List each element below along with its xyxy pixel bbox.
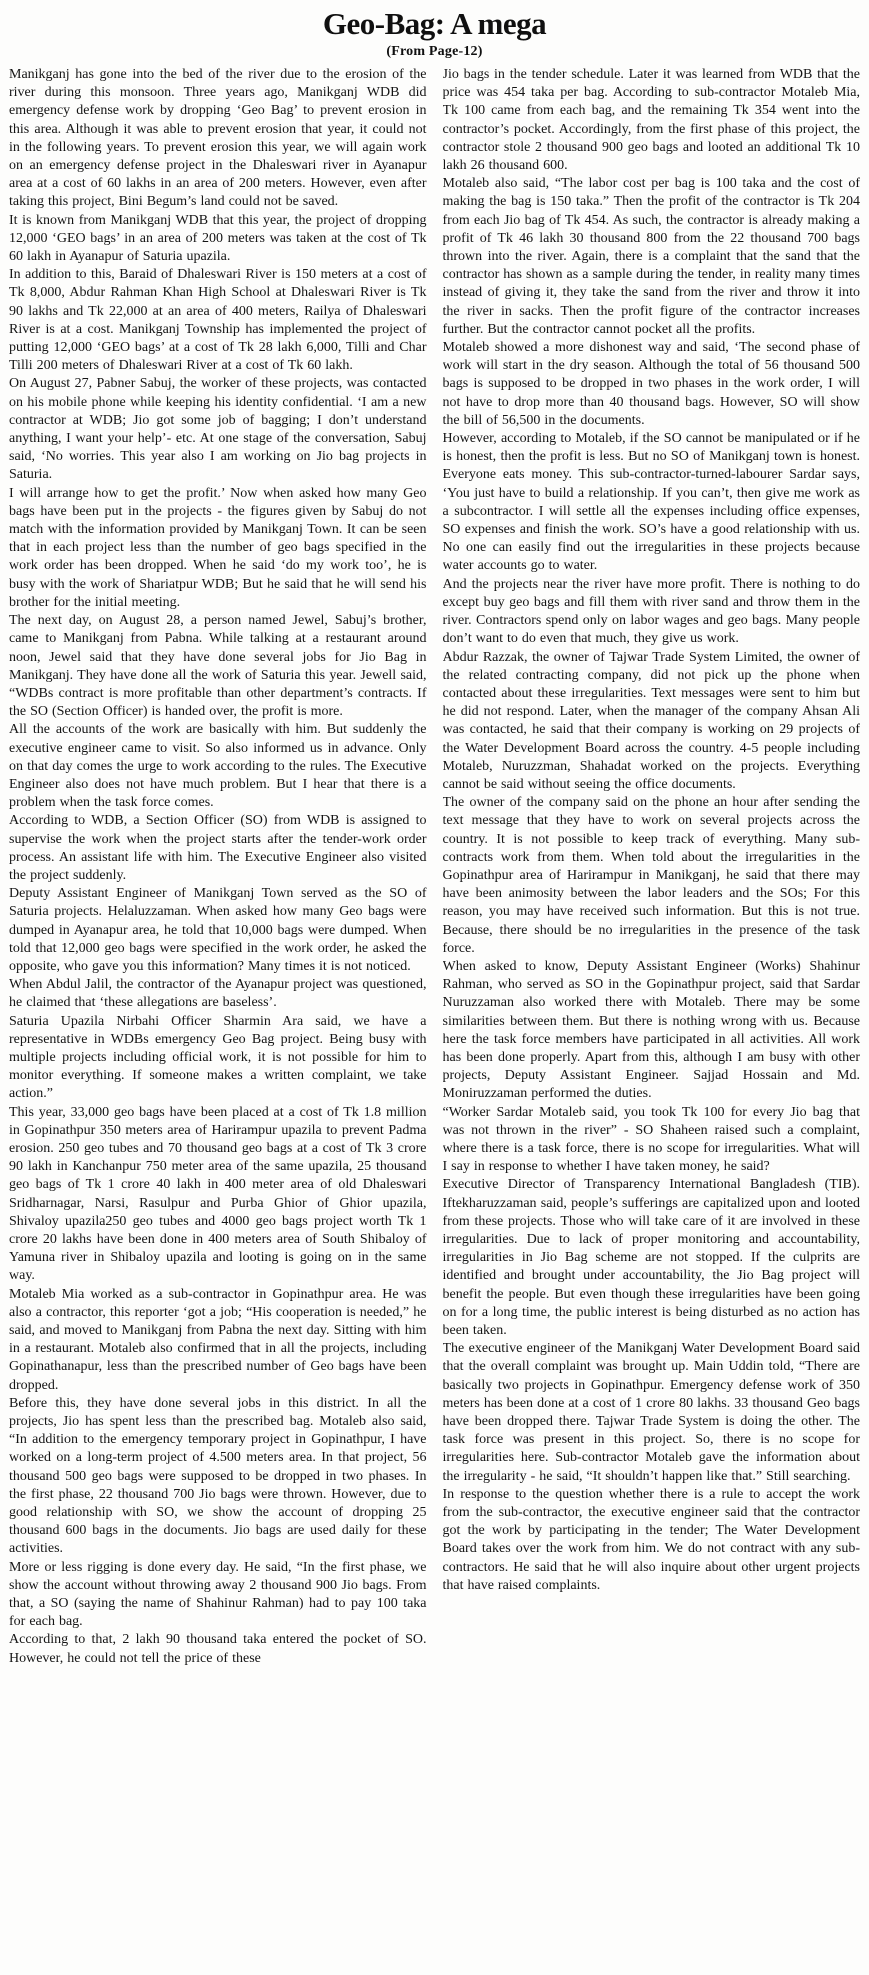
article-paragraph: More or less rigging is done every day. He said, “In the first phase, we show the account without throwing away 2 thousand 900 Jio bags. From that, a SO (saying the name of Shahinur Rahman) had to pay 100 taka for each bag. — [9, 1559, 427, 1630]
article-paragraph: And the projects near the river have more profit. There is nothing to do except buy geo bags and fill them with river sand and throw them in the river. Contractors spend only on labor wages and geo bags. Many people don’t want to do even that much, they give us work. — [442, 576, 860, 647]
article-paragraph: Before this, they have done several jobs in this district. In all the projects, Jio has spent less than the prescribed bag. Motaleb also said, “In addition to the emergency temporary project in Gopinathpur, I have worked on a long-term project of 4.500 meters area. In that project, 56 thousand 500 geo bags were supposed to be dropped in two phases. In the first phase, 22 thousand 700 Jio bags were thrown. However, due to good relationship with SO, we show the account of dropping 25 thousand 600 bags in the documents. Jio bags are used daily for these activities. — [9, 1395, 427, 1557]
article-paragraph: In response to the question whether there is a rule to accept the work from the sub-contractor, the executive engineer said that the contractor got the work by participating in the tender; The Water Development Board takes over the work from him. We do not contract with any sub-contractors. He said that he will also inquire about other urgent projects that have raised complaints. — [442, 1486, 860, 1593]
article-paragraph: Jio bags in the tender schedule. Later it was learned from WDB that the price was 454 taka per bag. According to sub-contractor Motaleb Mia, Tk 100 came from each bag, and the remaining Tk 354 went into the contractor’s pocket. Accordingly, from the first phase of this project, the contractor stole 2 thousand 900 geo bags and looted an additional Tk 10 lakh 26 thousand 600. — [442, 67, 860, 174]
article-paragraph: Abdur Razzak, the owner of Tajwar Trade System Limited, the owner of the related contracting company, did not pick up the phone when contacted about these irregularities. Text messages were sent to him but he did not respond. Later, when the manager of the company Ahsan Ali was contacted, he said that their company is working on 29 projects of the Water Development Board across the country. 4-5 people including Motaleb, Nuruzzman, Shahadat worked on the projects. Everything cannot be said without seeing the office documents. — [442, 649, 860, 792]
article-paragraph: I will arrange how to get the profit.’ Now when asked how many Geo bags have been put in the projects - the figures given by Sabuj do not match with the information provided by Manikganj Town. It can be seen that in each project less than the number of geo bags specified in the work order has been dropped. When he said ‘do my work too’, he is busy with the work of Shariatpur WDB; But he said that he will send his brother for the initial meeting. — [9, 485, 427, 610]
page-title: Geo-Bag: A mega — [322, 6, 547, 41]
article-paragraph: It is known from Manikganj WDB that this year, the project of dropping 12,000 ‘GEO bags’ in an area of 200 meters was taken at the cost of Tk 60 lakh in Ayanapur of Saturia upazila. — [9, 212, 427, 265]
article-right-column — [443, 66, 861, 1964]
article-paragraph: Executive Director of Transparency International Bangladesh (TIB). Iftekharuzzaman said, people’s sufferings are capitalized upon and looted from these projects. Those who will take care of it are involved in these irregularities. Due to lack of proper monitoring and accountability, irregularities in Jio Bag scheme are not stopped. If the culprits are identified and brought under accountability, the Jio Bag project will benefit the people. But even though these irregularities have been going on for a long time, the public interest is being disturbed as no action has been taken. — [442, 1177, 860, 1339]
article-paragraph: On August 27, Pabner Sabuj, the worker of these projects, was contacted on his mobile phone while keeping his identity confidential. ‘I am a new contractor at WDB; Jio got some job of bagging; I don’t understand anything, I want your help’- etc. At one stage of the conversation, Sabuj said, ‘No worries. This year also I am working on Jio bag projects in Saturia. — [9, 376, 427, 483]
article-paragraph: Motaleb Mia worked as a sub-contractor in Gopinathpur area. He was also a contractor, this reporter ‘got a job; “His cooperation is needed,” he said, and moved to Manikganj from Pabna the next day. Sitting with him in a restaurant. Motaleb also confirmed that in all the projects, including Gopinathanapur, less than the prescribed number of Geo bags have been dropped. — [9, 1286, 427, 1393]
article-paragraph: In addition to this, Baraid of Dhaleswari River is 150 meters at a cost of Tk 8,000, Abdur Rahman Khan High School at Dhaleswari River is Tk 90 lakhs and Tk 22,000 at an area of 400 meters, Railya of Dhaleswari River is at a cost. Manikganj Township has implemented the project of putting 12,000 ‘GEO bags’ at a cost of Tk 28 lakh 6,000, Tilli and Char Tilli 200 meters of Dhaleswari River at a cost of Tk 60 lakh. — [9, 267, 427, 374]
article-left-column — [9, 66, 427, 1964]
article-paragraph: Manikganj has gone into the bed of the river due to the erosion of the river during this monsoon. Three years ago, Manikganj WDB did emergency defense work by dropping ‘Geo Bag’ to prevent erosion in this area. Although it was able to prevent erosion that year, it could not in the following years. To prevent erosion this year, we will again work on an emergency defense project in the Dhaleswari river in Ayanapur area at a cost of 60 lakhs in an area of 200 meters. However, even after taking this project, Bini Begum’s land could not be saved. — [9, 67, 427, 210]
article-paragraph: According to that, 2 lakh 90 thousand taka entered the pocket of SO. However, he could not tell the price of these — [9, 1632, 427, 1666]
article-paragraph: According to WDB, a Section Officer (SO) from WDB is assigned to supervise the work when the project starts after the tender-work order process. An assistant life with him. The Executive Engineer also visited the project suddenly. — [9, 813, 427, 883]
article-paragraph: Deputy Assistant Engineer of Manikganj Town served as the SO of Saturia projects. Helaluzzaman. When asked how many Geo bags were dumped in Ayanapur area, he told that 10,000 bags were dumped. When told that 12,000 geo bags were specified in the work order, he asked the opposite, who gave you this information? Many times it is not noticed. — [9, 886, 427, 974]
article-body — [9, 66, 860, 1964]
article-paragraph: “Worker Sardar Motaleb said, you took Tk 100 for every Jio bag that was not thrown in the river” - SO Shaheen raised such a complaint, where there is a task force, there is no scope for irregularities. What will I say in response to whether I have taken money, he said? — [442, 1104, 860, 1175]
article-paragraph: Motaleb showed a more dishonest way and said, ‘The second phase of work will start in the dry season. Although the total of 56 thousand 500 bags is supposed to be dropped in two phases in the work order, I will not have to drop more than 40 thousand bags. However, SO will show the bill of 56,500 in the documents. — [442, 340, 860, 428]
article-paragraph: Motaleb also said, “The labor cost per bag is 100 taka and the cost of making the bag is 150 taka.” Then the profit of the contractor is Tk 204 from each Jio bag of Tk 454. As such, the contractor is already making a profit of Tk 46 lakh 30 thousand 800 from the 22 thousand 700 bags thrown into the river. Again, there is a complaint that the sand that the contractor has shown as a sample during the tender, in reality many times instead of giving it, they take the sand from the river and throw it into the river in sacks. Then the profit figure of the contractor increases further. But the contractor cannot pocket all the profits. — [442, 176, 860, 337]
article-paragraph: This year, 33,000 geo bags have been placed at a cost of Tk 1.8 million in Gopinathpur 350 meters area of Harirampur upazila to prevent Padma erosion. 250 geo tubes and 70 thousand geo bags at a cost of Tk 3 crore 90 lakh in Kanchanpur 750 meter area of the same upazila, 25 thousand geo bags of Tk 1 crore 40 lakh in 400 meter area of old Dhaleswari Sridharnagar, Narsi, Rasulpur and Purba Ghior of Ghior upazila, Shivaloy upazila250 geo tubes and 4000 geo bags project worth Tk 1 crore 20 lakhs have been done in 400 meters area of South Shibaloy of Yamuna river in Shibaloy upazila and looting is going on in the same way. — [9, 1104, 427, 1284]
article-paragraph: When asked to know, Deputy Assistant Engineer (Works) Shahinur Rahman, who served as SO in the Gopinathpur project, said that Sardar Nuruzzaman also worked there with Motaleb. There may be some similarities between them. But there is nothing wrong with us. Because here the task force members have participated in all activities. All work has been done properly. Apart from this, although I am busy with other projects, Deputy Assistant Engineer. Sajjad Hossain and Md. Moniruzzaman performed the duties. — [442, 958, 860, 1102]
article-paragraph: The owner of the company said on the phone an hour after sending the text message that they have to work on several projects across the country. It is not possible to keep track of everything. Many sub-contracts work from them. When told about the irregularities in the Gopinathpur area of Harirampur in Manikganj, he said that there may have been animosity between the labor leaders and the SOs; For this reason, you may have received such information. But this is not true. Because, there should be no irregularities in the presence of the task force. — [442, 795, 860, 956]
article-paragraph: However, according to Motaleb, if the SO cannot be manipulated or if he is honest, then the profit is less. But no SO of Manikganj town is honest. Everyone eats money. This sub-contractor-turned-labourer Sardar says, ‘You just have to build a relationship. If you can’t, then give me work as a subcontractor. I will settle all the expenses including office expenses, SO expenses and finish the work. SO’s have a good relationship with us. No one can easily find out the irregularities in these projects because water accounts go to water. — [442, 431, 860, 574]
article-paragraph: The executive engineer of the Manikganj Water Development Board said that the overall complaint was brought up. Main Uddin told, “There are basically two projects in Gopinathpur. Emergency defense work of 350 meters has been done at a cost of 1 crore 80 lakhs. 33 thousand Geo bags have been dropped there. Tajwar Trade System is doing the other. The task force was present in this project. So, there is no scope for irregularities here. Sub-contractor Motaleb gave the information about the irregularity - he said, “It shouldn’t happen like that.” Still searching. — [442, 1341, 860, 1484]
article-paragraph: All the accounts of the work are basically with him. But suddenly the executive engineer came to visit. So also informed us in advance. Only on that day comes the urge to work according to the rules. The Executive Engineer also does not have much problem. But I hear that there is a problem when the task force comes. — [9, 722, 427, 811]
article-paragraph: Saturia Upazila Nirbahi Officer Sharmin Ara said, we have a representative in WDBs emergency Geo Bag project. Being busy with multiple projects including official work, it is not possible for him to monitor everything. If someone makes a written complaint, we take action.” — [9, 1013, 427, 1102]
article-paragraph: When Abdul Jalil, the contractor of the Ayanapur project was questioned, he claimed that ‘these allegations are baseless’. — [9, 977, 427, 1011]
article-paragraph: The next day, on August 28, a person named Jewel, Sabuj’s brother, came to Manikganj from Pabna. While talking at a restaurant around noon, Jewel said that they have done several jobs for Jio Bag in Manikganj. They have done all the work of Saturia this year. Jewell said, “WDBs contract is more profitable than other department’s contracts. If the SO (Section Officer) is handed over, the profit is more. — [9, 613, 427, 720]
page-subtitle: (From Page-12) — [386, 44, 483, 59]
